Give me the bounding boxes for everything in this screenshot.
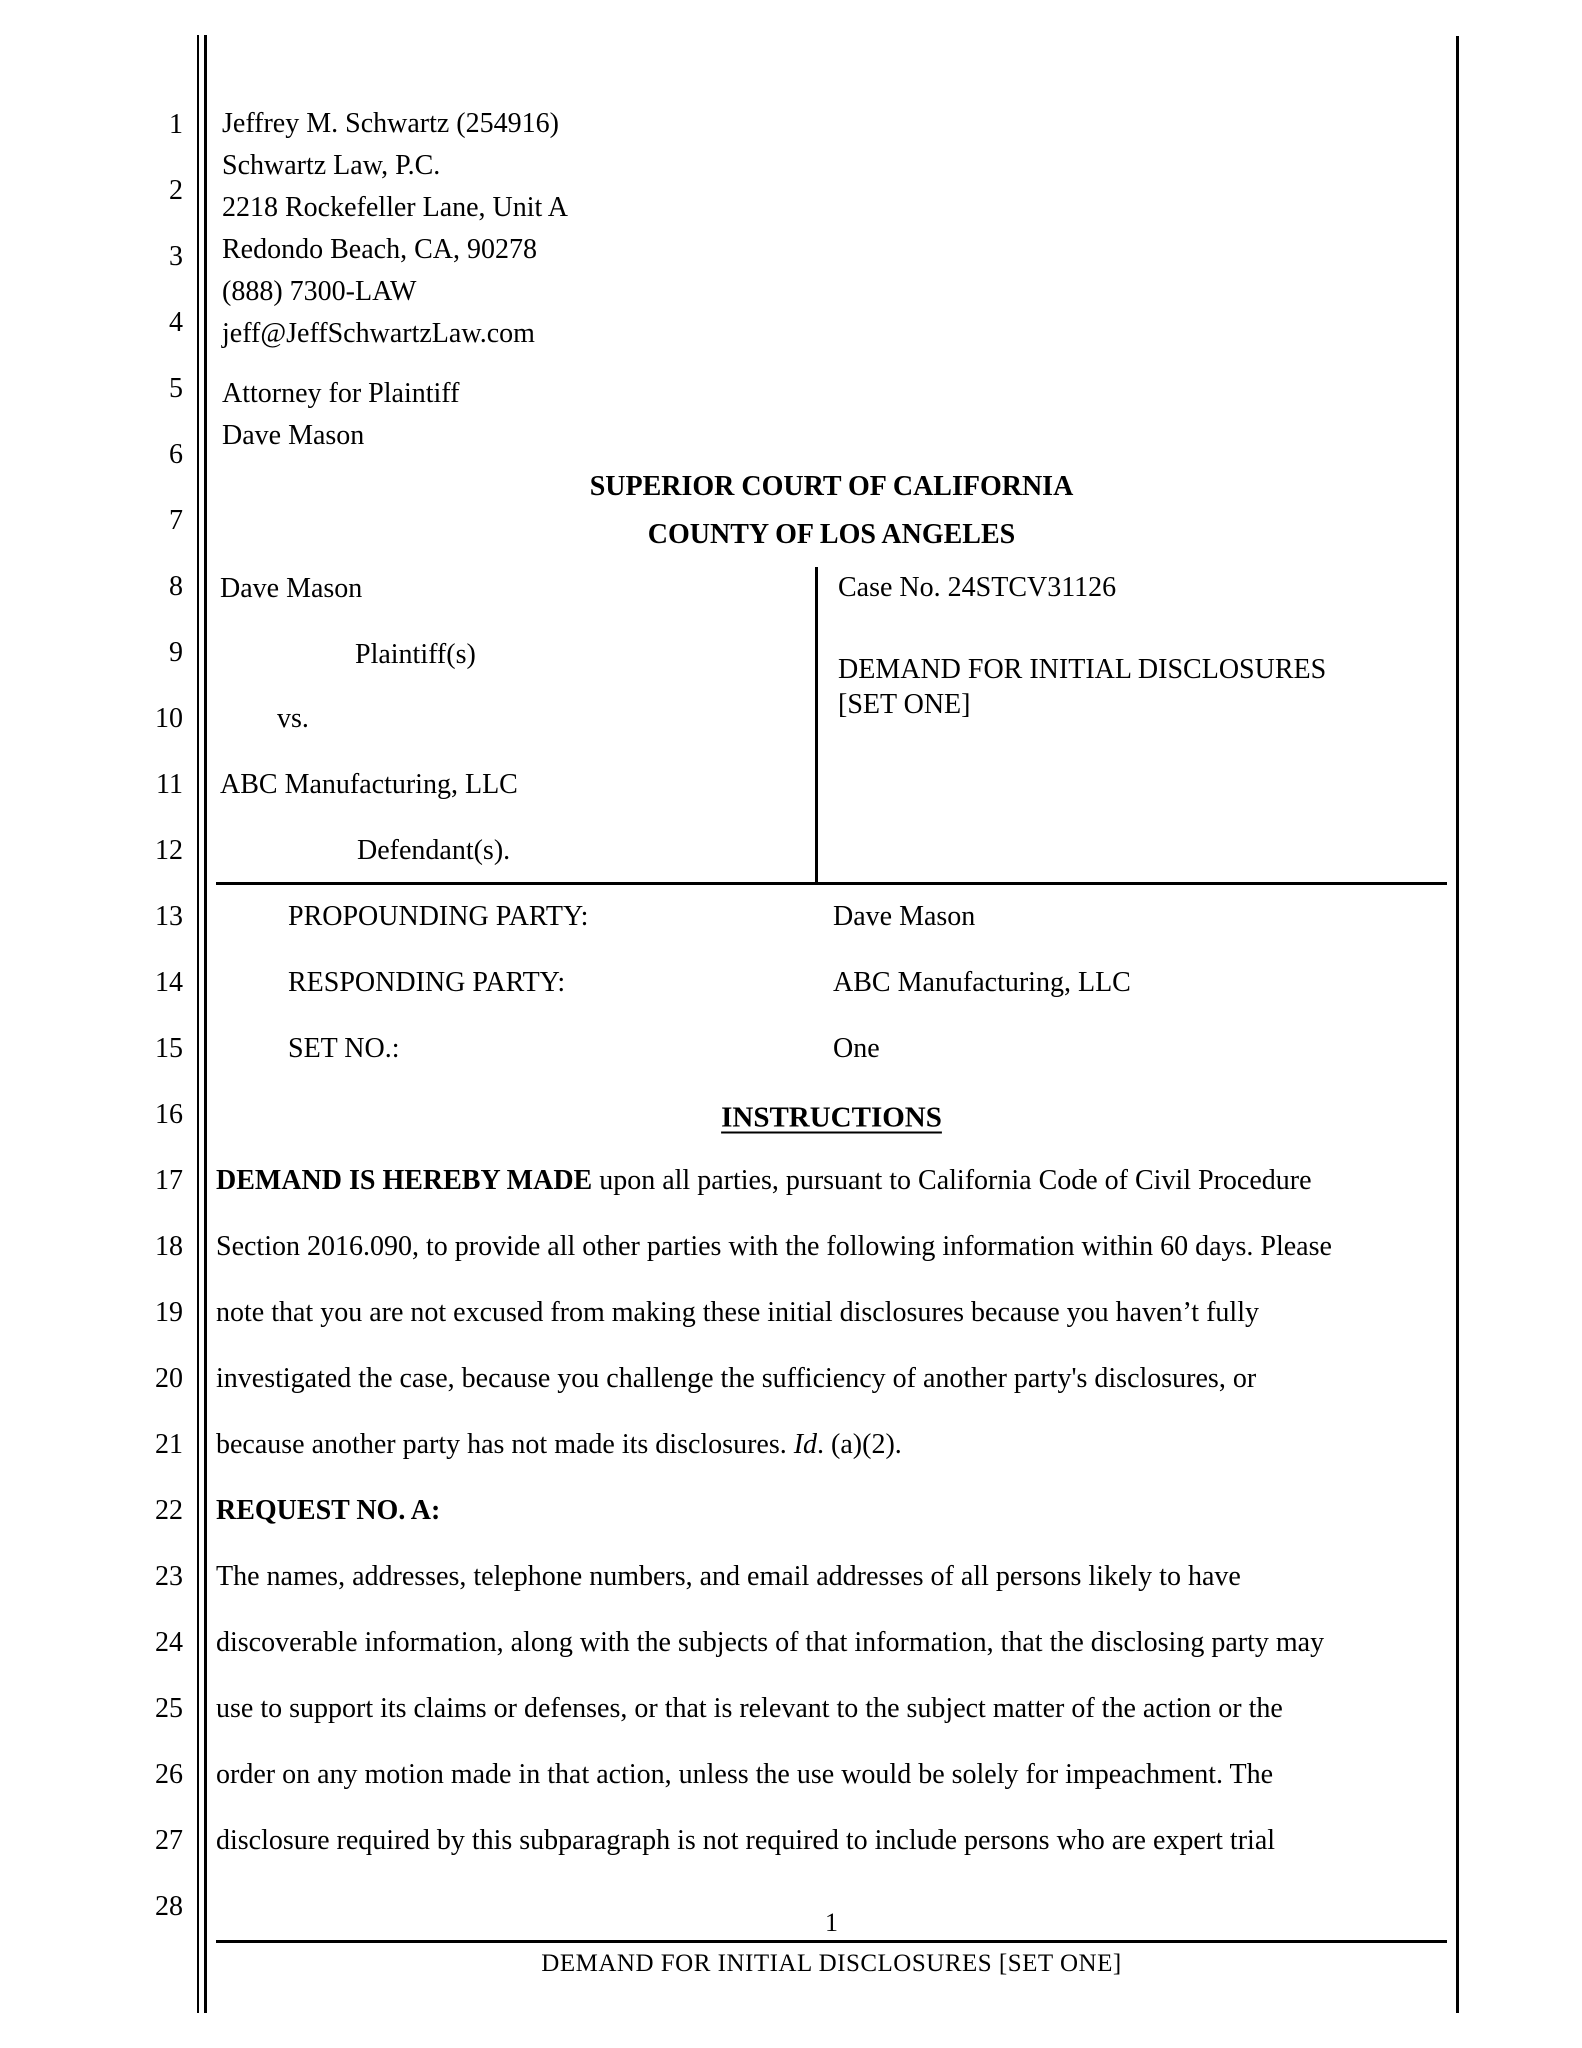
line-number: 22: [155, 1495, 183, 1526]
line-number: 23: [155, 1561, 183, 1592]
request-text-line: [216, 1561, 1241, 1593]
text-segment: order on any motion made in that action, unless the use would be solely for impeachment. The: [216, 1759, 1273, 1790]
attorney-contact-line: Redondo Beach, CA, 90278: [222, 234, 537, 265]
text-segment: investigated the case, because you challenge the sufficiency of another party's disclosures, or: [216, 1363, 1257, 1394]
party-row-label: RESPONDING PARTY:: [288, 967, 566, 998]
caption-bottom-rule: [216, 882, 1447, 885]
text-segment: . (a)(2).: [817, 1429, 902, 1460]
left-margin-double-rule-inner: [204, 35, 207, 2013]
instructions-heading: INSTRUCTIONS: [721, 1101, 942, 1134]
footer-rule: [216, 1940, 1447, 1943]
line-number: 5: [169, 373, 183, 404]
text-segment: disclosure required by this subparagraph is not required to include persons who are expert trial: [216, 1825, 1276, 1856]
court-county-heading: COUNTY OF LOS ANGELES: [647, 519, 1016, 550]
instructions-text-line: [216, 1363, 1256, 1395]
line-number: 13: [155, 901, 183, 932]
instructions-text-line: [216, 1231, 1332, 1263]
caption-divider-rule: [815, 567, 818, 884]
line-number: 27: [155, 1825, 183, 1856]
text-segment: The names, addresses, telephone numbers, and email addresses of all persons likely to have: [216, 1561, 1241, 1592]
line-number: 4: [169, 307, 183, 338]
attorney-role-line: Dave Mason: [222, 420, 365, 451]
request-text-line: [216, 1759, 1273, 1791]
caption-plaintiff-name: Dave Mason: [220, 573, 363, 604]
footer-document-title: DEMAND FOR INITIAL DISCLOSURES [SET ONE]: [541, 1950, 1122, 1977]
text-segment: note that you are not excused from making these initial disclosures because you haven’t fully: [216, 1297, 1259, 1328]
line-number: 20: [155, 1363, 183, 1394]
text-segment: because another party has not made its disclosures.: [216, 1429, 794, 1460]
line-number: 9: [169, 637, 183, 668]
text-segment: Section 2016.090, to provide all other parties with the following information within 60 days. Please: [216, 1231, 1332, 1262]
line-number: 19: [155, 1297, 183, 1328]
party-row-value: One: [833, 1033, 880, 1064]
line-number: 2: [169, 175, 183, 206]
caption-plaintiff-label: Plaintiff(s): [355, 639, 476, 670]
request-heading: REQUEST NO. A:: [216, 1495, 441, 1526]
document-title-line1: DEMAND FOR INITIAL DISCLOSURES: [838, 654, 1327, 685]
instructions-text-line: [216, 1429, 902, 1461]
document-title-line2: [SET ONE]: [838, 689, 971, 720]
line-number: 14: [155, 967, 183, 998]
party-row-value: Dave Mason: [833, 901, 976, 932]
line-number: 17: [155, 1165, 183, 1196]
party-row-label: PROPOUNDING PARTY:: [288, 901, 589, 932]
right-margin-rule: [1456, 36, 1459, 2013]
line-number: 24: [155, 1627, 183, 1658]
text-segment: upon all parties, pursuant to California Code of Civil Procedure: [592, 1165, 1312, 1196]
party-row-label: SET NO.:: [288, 1033, 400, 1064]
line-number: 15: [155, 1033, 183, 1064]
text-segment: discoverable information, along with the subjects of that information, that the disclosing party may: [216, 1627, 1325, 1658]
request-text-line: [216, 1693, 1283, 1725]
attorney-contact-line: (888) 7300-LAW: [222, 276, 417, 307]
caption-case-number: Case No. 24STCV31126: [838, 572, 1117, 603]
attorney-contact-line: Schwartz Law, P.C.: [222, 150, 441, 181]
party-row-value: ABC Manufacturing, LLC: [833, 967, 1131, 998]
line-number: 16: [155, 1099, 183, 1130]
attorney-contact-line: 2218 Rockefeller Lane, Unit A: [222, 192, 569, 223]
line-number: 7: [169, 505, 183, 536]
attorney-role-line: Attorney for Plaintiff: [222, 378, 460, 409]
line-number: 3: [169, 241, 183, 272]
page-number: 1: [825, 1908, 838, 1937]
caption-defendant-name: ABC Manufacturing, LLC: [220, 769, 518, 800]
text-segment: Id: [793, 1429, 818, 1460]
caption-defendant-label: Defendant(s).: [357, 835, 511, 866]
attorney-contact-line: Jeffrey M. Schwartz (254916): [222, 108, 559, 139]
text-segment: DEMAND IS HEREBY MADE: [216, 1165, 593, 1196]
court-name-heading: SUPERIOR COURT OF CALIFORNIA: [589, 471, 1074, 502]
line-number: 12: [155, 835, 183, 866]
instructions-text-line: [216, 1165, 1312, 1197]
attorney-contact-line: jeff@JeffSchwartzLaw.com: [222, 318, 535, 349]
line-number: 11: [156, 769, 183, 800]
line-number: 10: [155, 703, 183, 734]
line-number: 26: [155, 1759, 183, 1790]
caption-vs: vs.: [277, 703, 309, 734]
left-margin-double-rule-outer: [197, 35, 199, 2013]
text-segment: use to support its claims or defenses, or that is relevant to the subject matter of the action or the: [216, 1693, 1283, 1724]
request-text-line: [216, 1627, 1324, 1659]
line-number: 1: [169, 109, 183, 140]
line-number: 28: [155, 1891, 183, 1922]
instructions-text-line: [216, 1297, 1259, 1329]
line-number: 8: [169, 571, 183, 602]
line-number: 6: [169, 439, 183, 470]
request-text-line: [216, 1825, 1275, 1857]
line-number: 21: [155, 1429, 183, 1460]
line-number: 25: [155, 1693, 183, 1724]
line-number: 18: [155, 1231, 183, 1262]
